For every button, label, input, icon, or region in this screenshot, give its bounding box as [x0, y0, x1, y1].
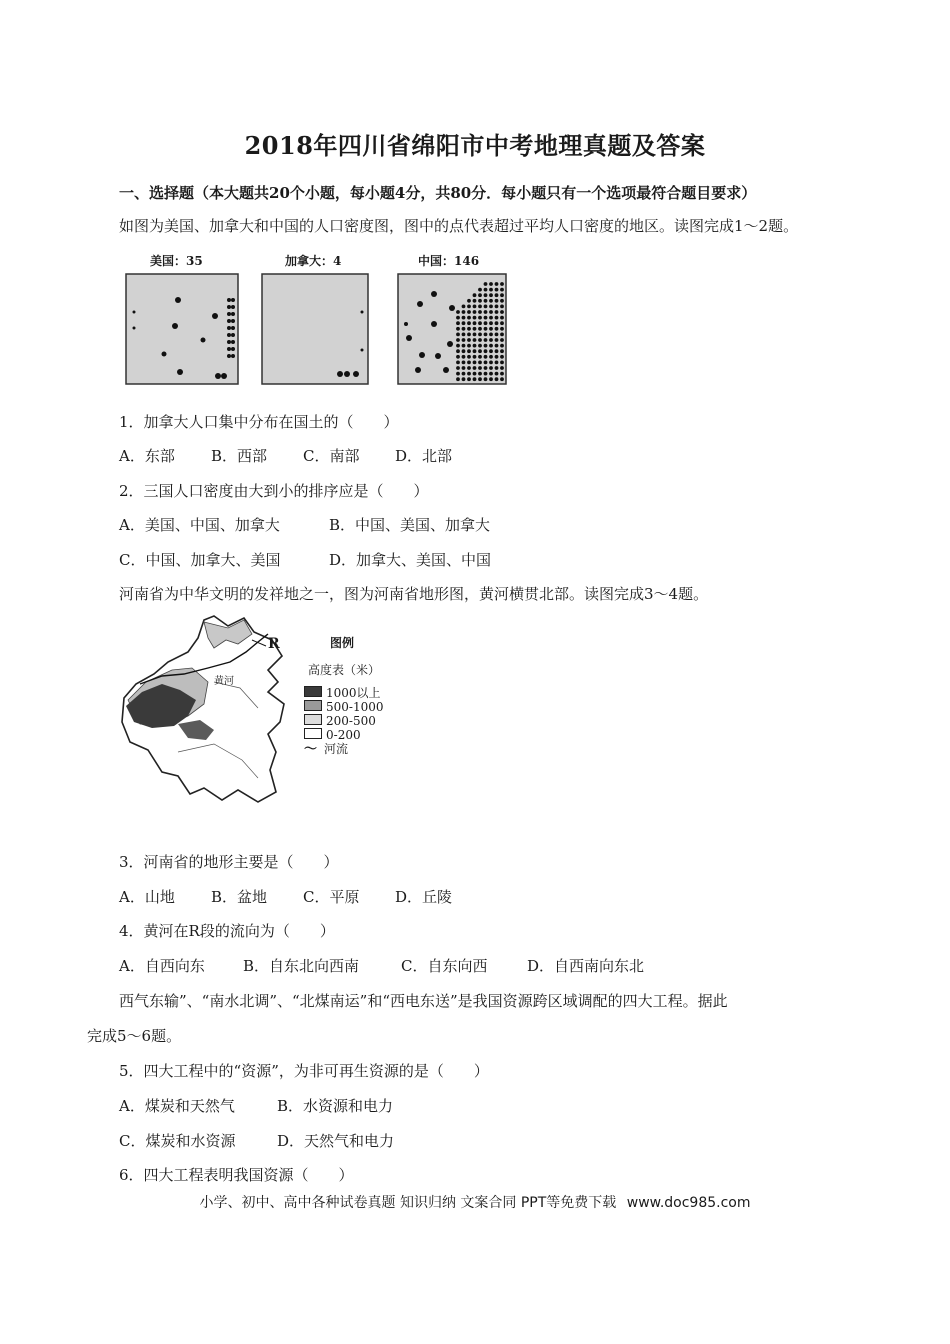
china-density-dot — [489, 366, 493, 370]
china-density-dot — [462, 366, 466, 370]
china-density-dot — [462, 327, 466, 331]
china-density-dot — [462, 316, 466, 320]
china-density-dot — [495, 288, 499, 292]
china-density-dot — [467, 372, 471, 376]
china-density-dot — [495, 338, 499, 342]
china-density-dot — [484, 355, 488, 359]
legend-row-river — [304, 742, 408, 757]
q1-option-a: A．东部 — [119, 447, 175, 465]
china-density-dot — [462, 372, 466, 376]
china-density-dot — [484, 282, 488, 286]
china-density-dot — [500, 310, 504, 314]
question-3: 3．河南省的地形主要是（ ） — [119, 853, 339, 871]
question-5: 5．四大工程中的“资源”，为非可再生资源的是（ ） — [119, 1062, 489, 1080]
china-density-dot — [500, 361, 504, 365]
china-density-dot — [473, 293, 477, 297]
china-density-dot — [462, 377, 466, 381]
question-6: 6．四大工程表明我国资源（ ） — [119, 1166, 354, 1184]
china-density-dot — [467, 361, 471, 365]
china-density-dot — [484, 338, 488, 342]
china-density-dot — [500, 299, 504, 303]
legend-label-river: 河流 — [324, 742, 349, 756]
legend-swatch-500 — [304, 700, 322, 711]
footer-text: 小学、初中、高中各种试卷真题 知识归纳 文案合同 PPT等免费下载 — [199, 1195, 617, 1211]
document-title: 2018年四川省绵阳市中考地理真题及答案 — [244, 131, 706, 160]
legend-label-1000: 1000以上 — [326, 686, 381, 700]
china-density-dot — [478, 344, 482, 348]
china-density-dot — [462, 361, 466, 365]
china-density-dot — [467, 377, 471, 381]
china-density-dot — [489, 372, 493, 376]
legend-row-1000 — [304, 686, 408, 700]
china-density-dot — [489, 338, 493, 342]
china-density-dot — [462, 305, 466, 309]
china-density-dot — [500, 338, 504, 342]
r-marker: R — [268, 636, 280, 652]
q2-option-a: A．美国、中国、加拿大 — [119, 516, 280, 534]
china-density-dot — [462, 344, 466, 348]
map-legend — [304, 634, 408, 757]
question-3-options — [119, 887, 452, 907]
q1-option-b: B．西部 — [211, 447, 268, 465]
china-density-dot — [484, 372, 488, 376]
china-density-dot — [489, 310, 493, 314]
q5-option-c: C．煤炭和水资源 — [119, 1132, 236, 1150]
china-density-label: 中国：146 — [418, 254, 480, 268]
q3-option-b: B．盆地 — [211, 888, 268, 906]
china-density-dot — [473, 338, 477, 342]
q5-option-d: D．天然气和电力 — [277, 1132, 395, 1150]
china-density-dot — [484, 366, 488, 370]
china-density-dot — [473, 333, 477, 337]
density-maps-figure — [120, 250, 510, 390]
china-density-dot — [500, 293, 504, 297]
canada-density-map — [262, 274, 368, 384]
china-density-dot — [456, 344, 460, 348]
china-density-dot — [500, 327, 504, 331]
china-density-dot — [484, 327, 488, 331]
china-density-dot — [478, 293, 482, 297]
china-density-dot — [467, 316, 471, 320]
china-density-dot — [456, 349, 460, 353]
china-density-dot — [489, 299, 493, 303]
china-density-dot — [467, 349, 471, 353]
legend-label-500: 500-1000 — [326, 700, 384, 714]
china-density-dot — [489, 288, 493, 292]
china-density-dot — [495, 333, 499, 337]
china-density-dot — [478, 327, 482, 331]
section-heading: 一、选择题（本大题共20个小题，每小题4分，共80分．每小题只有一个选项最符合题目要求） — [119, 184, 757, 202]
legend-row-0 — [304, 728, 408, 742]
china-density-dot — [467, 305, 471, 309]
china-density-dot — [495, 282, 499, 286]
china-density-dot — [473, 327, 477, 331]
china-density-dot — [473, 344, 477, 348]
china-density-dot — [484, 333, 488, 337]
china-density-dot — [456, 333, 460, 337]
q1-option-c: C．南部 — [303, 447, 360, 465]
china-density-dot — [456, 310, 460, 314]
china-density-dot — [473, 372, 477, 376]
china-density-dot — [484, 305, 488, 309]
china-density-dot — [456, 316, 460, 320]
q5-option-a: A．煤炭和天然气 — [119, 1097, 235, 1115]
q1-option-d: D．北部 — [395, 447, 453, 465]
china-density-dot — [478, 310, 482, 314]
china-density-dot — [489, 293, 493, 297]
china-density-dot — [489, 355, 493, 359]
question-5-options-row2 — [119, 1131, 394, 1151]
china-density-dot — [478, 372, 482, 376]
china-density-dot — [478, 288, 482, 292]
legend-swatch-200 — [304, 714, 322, 725]
china-density-dot — [500, 377, 504, 381]
china-density-dot — [495, 299, 499, 303]
china-density-dot — [478, 361, 482, 365]
q5-option-b: B．水资源和电力 — [277, 1097, 394, 1115]
china-density-dot — [500, 355, 504, 359]
china-density-dot — [456, 327, 460, 331]
china-density-dot — [484, 344, 488, 348]
canada-density-label: 加拿大：4 — [285, 254, 342, 268]
china-density-dot — [478, 349, 482, 353]
china-density-dot — [495, 344, 499, 348]
china-density-dot — [473, 321, 477, 325]
china-density-dot — [462, 321, 466, 325]
usa-density-label: 美国：35 — [150, 254, 203, 268]
usa-density-map — [126, 274, 238, 384]
china-density-dot — [478, 321, 482, 325]
china-density-dot — [484, 288, 488, 292]
china-density-dot — [495, 293, 499, 297]
q4-option-a: A．自西向东 — [119, 957, 205, 975]
china-density-dot — [500, 333, 504, 337]
intro-paragraph-1: 如图为美国、加拿大和中国的人口密度图，图中的点代表超过平均人口密度的地区。读图完成1～2题。 — [119, 217, 799, 235]
china-density-dot — [484, 321, 488, 325]
q4-option-b: B．自东北向西南 — [243, 957, 360, 975]
china-density-dot — [500, 372, 504, 376]
question-4: 4．黄河在R段的流向为（ ） — [119, 922, 335, 940]
china-density-dot — [500, 305, 504, 309]
china-density-dot — [478, 366, 482, 370]
china-density-dot — [467, 366, 471, 370]
china-density-dot — [456, 377, 460, 381]
china-density-dot — [478, 305, 482, 309]
q2-option-b: B．中国、美国、加拿大 — [329, 516, 491, 534]
china-density-dot — [495, 327, 499, 331]
china-density-dot — [478, 333, 482, 337]
china-density-dot — [495, 321, 499, 325]
china-density-dot — [456, 361, 460, 365]
china-density-dot — [473, 366, 477, 370]
china-density-dot — [467, 327, 471, 331]
legend-row-200 — [304, 714, 408, 728]
question-5-options-row1 — [119, 1096, 393, 1116]
intro-paragraph-2: 河南省为中华文明的发祥地之一，图为河南省地形图，黄河横贯北部。读图完成3～4题。 — [119, 585, 709, 603]
china-density-dot — [484, 293, 488, 297]
china-density-dot — [495, 372, 499, 376]
china-density-dot — [467, 333, 471, 337]
china-density-dot — [467, 344, 471, 348]
china-density-dot — [500, 316, 504, 320]
china-density-dot — [467, 338, 471, 342]
china-density-dot — [495, 355, 499, 359]
china-density-dot — [500, 282, 504, 286]
legend-swatch-0 — [304, 728, 322, 739]
china-density-dot — [467, 310, 471, 314]
china-density-dot — [489, 349, 493, 353]
china-density-dot — [489, 282, 493, 286]
china-density-dot — [495, 349, 499, 353]
legend-subtitle: 高度表（米） — [308, 663, 381, 677]
legend-row-500 — [304, 700, 408, 714]
china-density-dot — [456, 366, 460, 370]
china-density-dot — [478, 299, 482, 303]
china-density-dot — [473, 310, 477, 314]
china-density-dot — [473, 305, 477, 309]
china-density-dot — [456, 355, 460, 359]
china-density-dot — [500, 349, 504, 353]
china-density-dot — [489, 377, 493, 381]
china-density-dot — [473, 349, 477, 353]
yellow-river-label: 黄河 — [214, 676, 234, 687]
legend-label-200: 200-500 — [326, 714, 376, 728]
china-density-dot — [495, 310, 499, 314]
china-density-dot — [484, 377, 488, 381]
china-density-dot — [495, 305, 499, 309]
china-density-dot — [478, 316, 482, 320]
question-2-options-row1 — [119, 515, 490, 535]
china-density-dot — [495, 377, 499, 381]
china-density-dot — [462, 338, 466, 342]
china-density-dot — [478, 338, 482, 342]
china-density-dot — [456, 338, 460, 342]
china-density-dot — [489, 316, 493, 320]
china-density-dot — [495, 316, 499, 320]
china-density-dot — [456, 321, 460, 325]
china-density-dot — [462, 333, 466, 337]
q3-option-a: A．山地 — [119, 888, 175, 906]
china-density-dot — [467, 321, 471, 325]
china-density-dot — [473, 299, 477, 303]
china-density-dot — [462, 355, 466, 359]
henan-topographic-map — [118, 612, 408, 812]
china-density-dot — [473, 355, 477, 359]
footer-link[interactable]: www.doc985.com — [626, 1195, 751, 1211]
legend-title: 图例 — [330, 636, 355, 650]
legend-swatch-1000 — [304, 686, 322, 697]
q3-option-c: C．平原 — [303, 888, 360, 906]
page-footer — [0, 1192, 950, 1212]
q2-option-c: C．中国、加拿大、美国 — [119, 551, 281, 569]
intro-paragraph-3-line2: 完成5～6题。 — [87, 1027, 182, 1045]
china-density-dot — [489, 321, 493, 325]
china-density-dot — [495, 366, 499, 370]
china-density-dot — [467, 355, 471, 359]
china-density-dot — [500, 366, 504, 370]
china-density-dot — [456, 372, 460, 376]
intro-paragraph-3-line1: 西气东输”、“南水北调”、“北煤南运”和“西电东送”是我国资源跨区域调配的四大工程。据此 — [119, 992, 728, 1010]
china-density-dot — [467, 299, 471, 303]
china-density-dot — [484, 310, 488, 314]
question-2: 2．三国人口密度由大到小的排序应是（ ） — [119, 482, 429, 500]
question-2-options-row2 — [119, 550, 491, 570]
china-density-dot — [489, 305, 493, 309]
china-density-dot — [462, 349, 466, 353]
legend-label-0: 0-200 — [326, 728, 361, 742]
china-density-dot — [489, 333, 493, 337]
china-density-dot — [489, 344, 493, 348]
china-density-dot — [500, 344, 504, 348]
q4-option-c: C．自东向西 — [401, 957, 488, 975]
china-density-dot — [500, 321, 504, 325]
q2-option-d: D．加拿大、美国、中国 — [329, 551, 492, 569]
china-density-dot — [462, 310, 466, 314]
density-maps-svg — [120, 250, 510, 390]
china-density-dot — [478, 377, 482, 381]
question-1-options — [119, 446, 452, 466]
question-1: 1．加拿大人口集中分布在国土的（ ） — [119, 413, 399, 431]
china-density-dot — [500, 288, 504, 292]
question-4-options — [119, 956, 644, 976]
china-density-dot — [489, 361, 493, 365]
q4-option-d: D．自西南向东北 — [527, 957, 645, 975]
china-density-dot — [484, 299, 488, 303]
china-density-dot — [484, 361, 488, 365]
china-density-dot — [473, 377, 477, 381]
china-density-dot — [473, 361, 477, 365]
q3-option-d: D．丘陵 — [395, 888, 453, 906]
legend-river-icon: 〜 — [304, 742, 318, 757]
china-density-dot — [495, 361, 499, 365]
china-density-dot — [489, 327, 493, 331]
china-density-dot — [478, 355, 482, 359]
china-density-dot — [484, 316, 488, 320]
china-density-dot — [473, 316, 477, 320]
china-density-dot — [484, 349, 488, 353]
